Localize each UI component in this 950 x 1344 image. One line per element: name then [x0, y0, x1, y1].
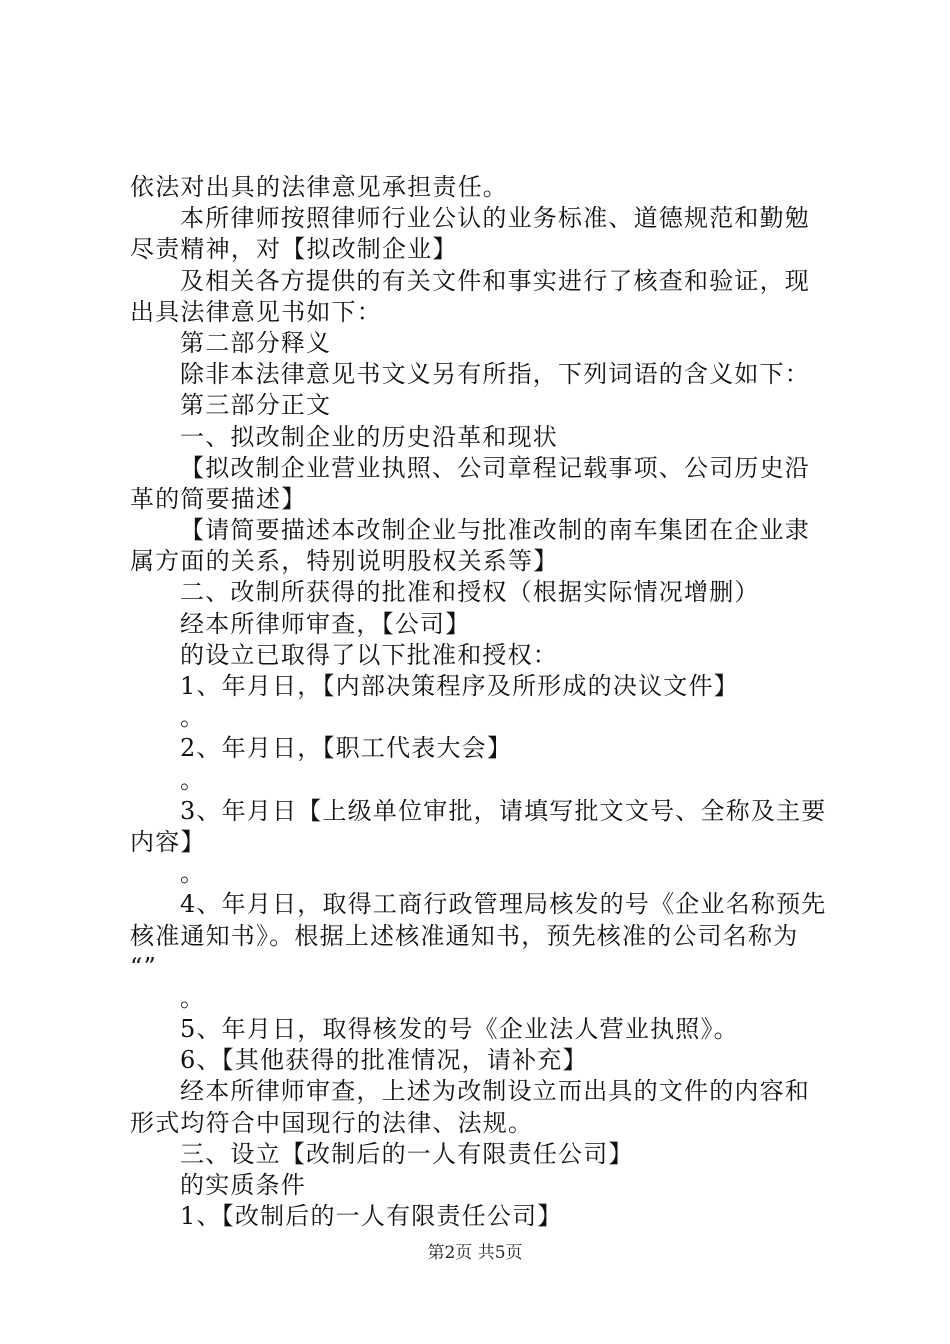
text-line: 尽责精神，对【拟改制企业】 [130, 235, 458, 264]
text-line: 经本所律师审查，【公司】 [180, 609, 471, 638]
text-line: 。 [180, 765, 206, 794]
text-line: 的实质条件 [180, 1171, 306, 1199]
text-line: 2、年月日，【职工代表大会】 [180, 734, 513, 763]
text-line: 经本所律师审查，上述为改制设立而出具的文件的内容和 [180, 1077, 810, 1106]
text-line: 一、拟改制企业的历史沿革和现状 [180, 422, 558, 451]
text-line: 革的简要描述】 [130, 484, 307, 513]
text-line: 3、年月日【上级单位审批，请填写批文文号、全称及主要 [180, 796, 827, 825]
page-footer: 第2页 共5页 [427, 1243, 523, 1263]
text-line: 第二部分释义 [180, 328, 332, 357]
text-line: 内容】 [130, 827, 206, 856]
text-line: 1、【改制后的一人有限责任公司】 [180, 1202, 563, 1231]
text-line: 属方面的关系，特别说明股权关系等】 [130, 547, 559, 576]
text-line: 6、【其他获得的批准情况，请补充】 [180, 1046, 588, 1075]
text-line: 【请简要描述本改制企业与批准改制的南车集团在企业隶 [180, 516, 810, 545]
text-line: 。 [180, 703, 206, 732]
text-line: 4、年月日，取得工商行政管理局核发的号《企业名称预先 [180, 890, 827, 919]
text-line: 核准通知书》。根据上述核准通知书，预先核准的公司名称为 [130, 921, 799, 950]
document-body [130, 172, 835, 1232]
text-line: 形式均符合中国现行的法律、法规。 [130, 1108, 534, 1137]
text-line: 本所律师按照律师行业公认的业务标准、道德规范和勤勉 [180, 204, 810, 233]
text-line: 第三部分正文 [180, 391, 332, 420]
text-line: 出具法律意见书如下： [130, 297, 382, 326]
text-line: 的设立已取得了以下批准和授权： [180, 640, 558, 669]
text-line: 及相关各方提供的有关文件和事实进行了核查和验证，现 [180, 266, 810, 295]
text-line: 除非本法律意见书文义另有所指，下列词语的含义如下： [180, 360, 810, 389]
text-line: 。 [180, 983, 206, 1012]
text-line: 1、年月日，【内部决策程序及所形成的决议文件】 [180, 672, 739, 700]
text-line: “” [130, 952, 157, 981]
text-line: 依法对出具的法律意见承担责任。 [130, 173, 508, 201]
text-line: 三、设立【改制后的一人有限责任公司】 [180, 1139, 634, 1168]
text-line: 二、改制所获得的批准和授权（根据实际情况增删） [180, 578, 760, 607]
text-line: 5、年月日，取得核发的号《企业法人营业执照》。 [180, 1015, 739, 1044]
text-line: 。 [180, 859, 206, 888]
text-line: 【拟改制企业营业执照、公司章程记载事项、公司历史沿 [180, 453, 810, 482]
